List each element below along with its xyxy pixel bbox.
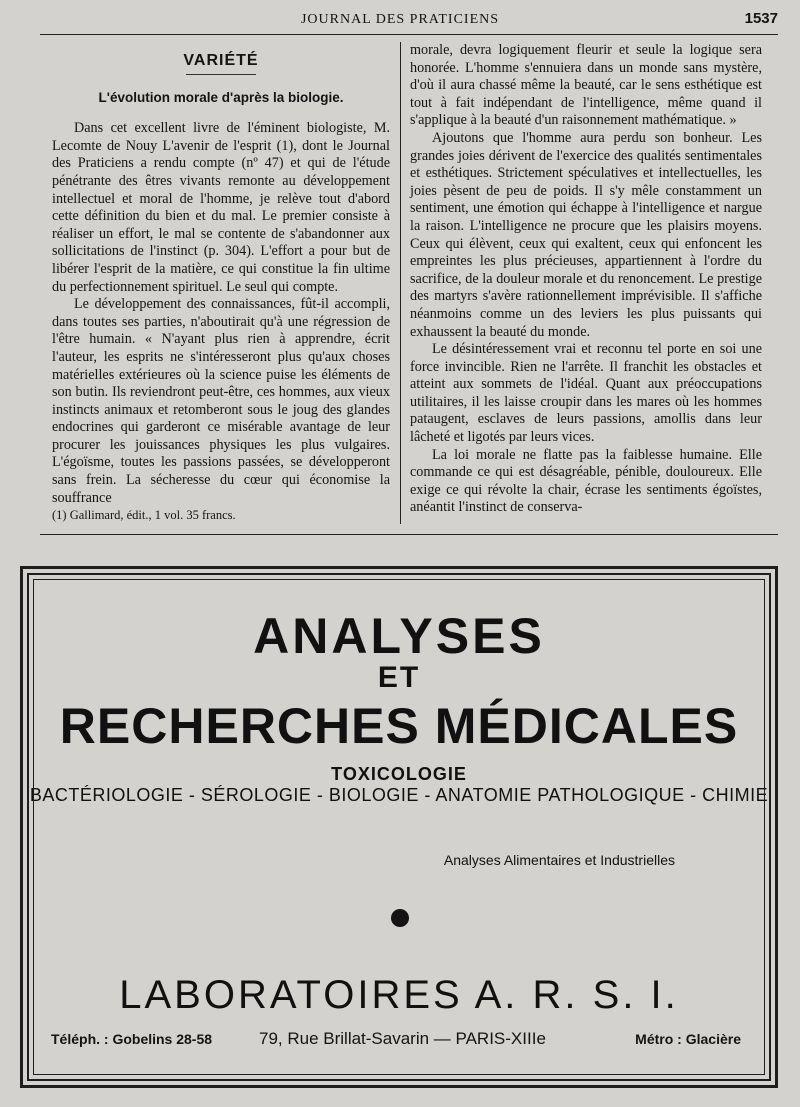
section-rule (186, 74, 256, 75)
header-rule (40, 34, 778, 35)
advertisement (20, 566, 778, 1088)
paragraph: La loi morale ne flatte pas la faiblesse humaine. Elle commande ce qui est désagréable, pénible, douloureux. Elle exige ce qui révolte la chair, écrase les sentiments égoïstes, anéantit l'instinct de conserva- (410, 446, 762, 516)
ad-headline-analyses: ANALYSES (253, 608, 545, 664)
footnote: (1) Gallimard, édit., 1 vol. 35 francs. (52, 508, 236, 522)
ad-toxicologie: TOXICOLOGIE (331, 764, 467, 784)
section-title: VARIÉTÉ (183, 52, 259, 69)
paragraph: Le désintéressement vrai et reconnu tel porte en soi une force invincible. Rien ne l'arrête. Il franchit les obstacles et atteint aux sommets de l'idéal. Quant aux préoccupations utilitaires, il les laisse croupir dans les mares où les hommes pataugent, esclaves de leurs passions, amollis dans leur lâcheté et ligotés par leurs vices. (410, 341, 762, 446)
paragraph: Le développement des connaissances, fût-il accompli, dans toutes ses parties, n'aboutirait qu'à une régression de l'être humain. « N'ayant plus rien à apprendre, écrit l'auteur, les esprits ne s'intéresseront plus qu'aux choses matérielles extérieures où la science puise les éléments de son butin. Ils reviendront peut-être, ces hommes, aux vieux instincts animaux et retomberont sous le joug des glandes endocrines qui garderont ce misérable avantage de leur procurer les jouissances physiques les plus vulgaires. L'égoïsme, toutes les passions passées, se développeront sans frein. La sécheresse du cœur qui économise la souffrance (52, 296, 390, 506)
page-number: 1537 (744, 10, 778, 27)
ad-headline-recherches: RECHERCHES MÉDICALES (59, 698, 739, 754)
bullet-dot-icon (391, 909, 409, 927)
ad-alimentaires: Analyses Alimentaires et Industrielles (443, 852, 675, 868)
paragraph: Dans cet excellent livre de l'éminent biologiste, M. Lecomte de Nouy L'avenir de l'esprit (1), dont le Journal des Praticiens a rendu compte (nº 47) et qui de l'étude pénétrante des êtres vivants remonte au développement intellectuel et moral de l'homme, je relève tout d'abord cette définition du bien et du mal. Le premier consiste à réaliser un effort, le mal se contente de s'abandonner aux sollicitations de l'instinct (p. 304). L'effort a pour but de libérer l'esprit de la matière, ce qui constitue la fin ultime du perfectionnement spirituel. Le seul qui compte. (52, 120, 390, 295)
ad-specialties: BACTÉRIOLOGIE - SÉROLOGIE - BIOLOGIE - ANATOMIE PATHOLOGIQUE - CHIMIE (29, 785, 769, 805)
article-title: L'évolution morale d'après la biologie. (98, 89, 344, 105)
right-column (410, 42, 762, 517)
column-divider (400, 42, 401, 524)
paragraph: Ajoutons que l'homme aura perdu son bonheur. Les grandes joies dérivent de l'exercice des qualités sentimentales et esthétiques. Strictement spéculatives et intellectuelles, les joies pèsent de peu de poids. Il s'y mêle constamment un sentiment, une émotion qui échappe à l'intelligence et nargue la raison. L'intelligence ne procure que les plaisirs moyens. Ceux qui élèvent, ceux qui exaltent, ceux qui enfoncent les empreintes les plus précieuses, appartiennent à l'ordre du sacrifice, de la douleur morale et du renoncement. Le prestige des martyrs s'avère rationnellement imprévisible. Il s'affiche néanmoins comme un des leviers les plus puissants qui exhaussent la beauté du monde. (410, 129, 762, 340)
paragraph: morale, devra logiquement fleurir et seule la logique sera honorée. L'homme s'ennuiera dans un monde sans mystère, d'où il aura chassé même la beauté, car le sens esthétique est tout à fait indépendant de l'intelligence, même quand il s'applique à la beauté d'un raisonnement mathématique. » (410, 42, 762, 129)
ad-metro: Métro : Glacière (635, 1031, 741, 1047)
journal-title: JOURNAL DES PRATICIENS (300, 12, 500, 27)
ad-company: LABORATOIRES A. R. S. I. (119, 973, 679, 1017)
page-header (0, 0, 800, 34)
ad-address: 79, Rue Brillat-Savarin — PARIS-XIIIe (259, 1029, 546, 1048)
left-column (52, 42, 390, 507)
ad-headline-et: ET (377, 661, 421, 694)
ad-phone: Téléph. : Gobelins 28-58 (51, 1031, 213, 1047)
article-bottom-rule (40, 534, 778, 535)
